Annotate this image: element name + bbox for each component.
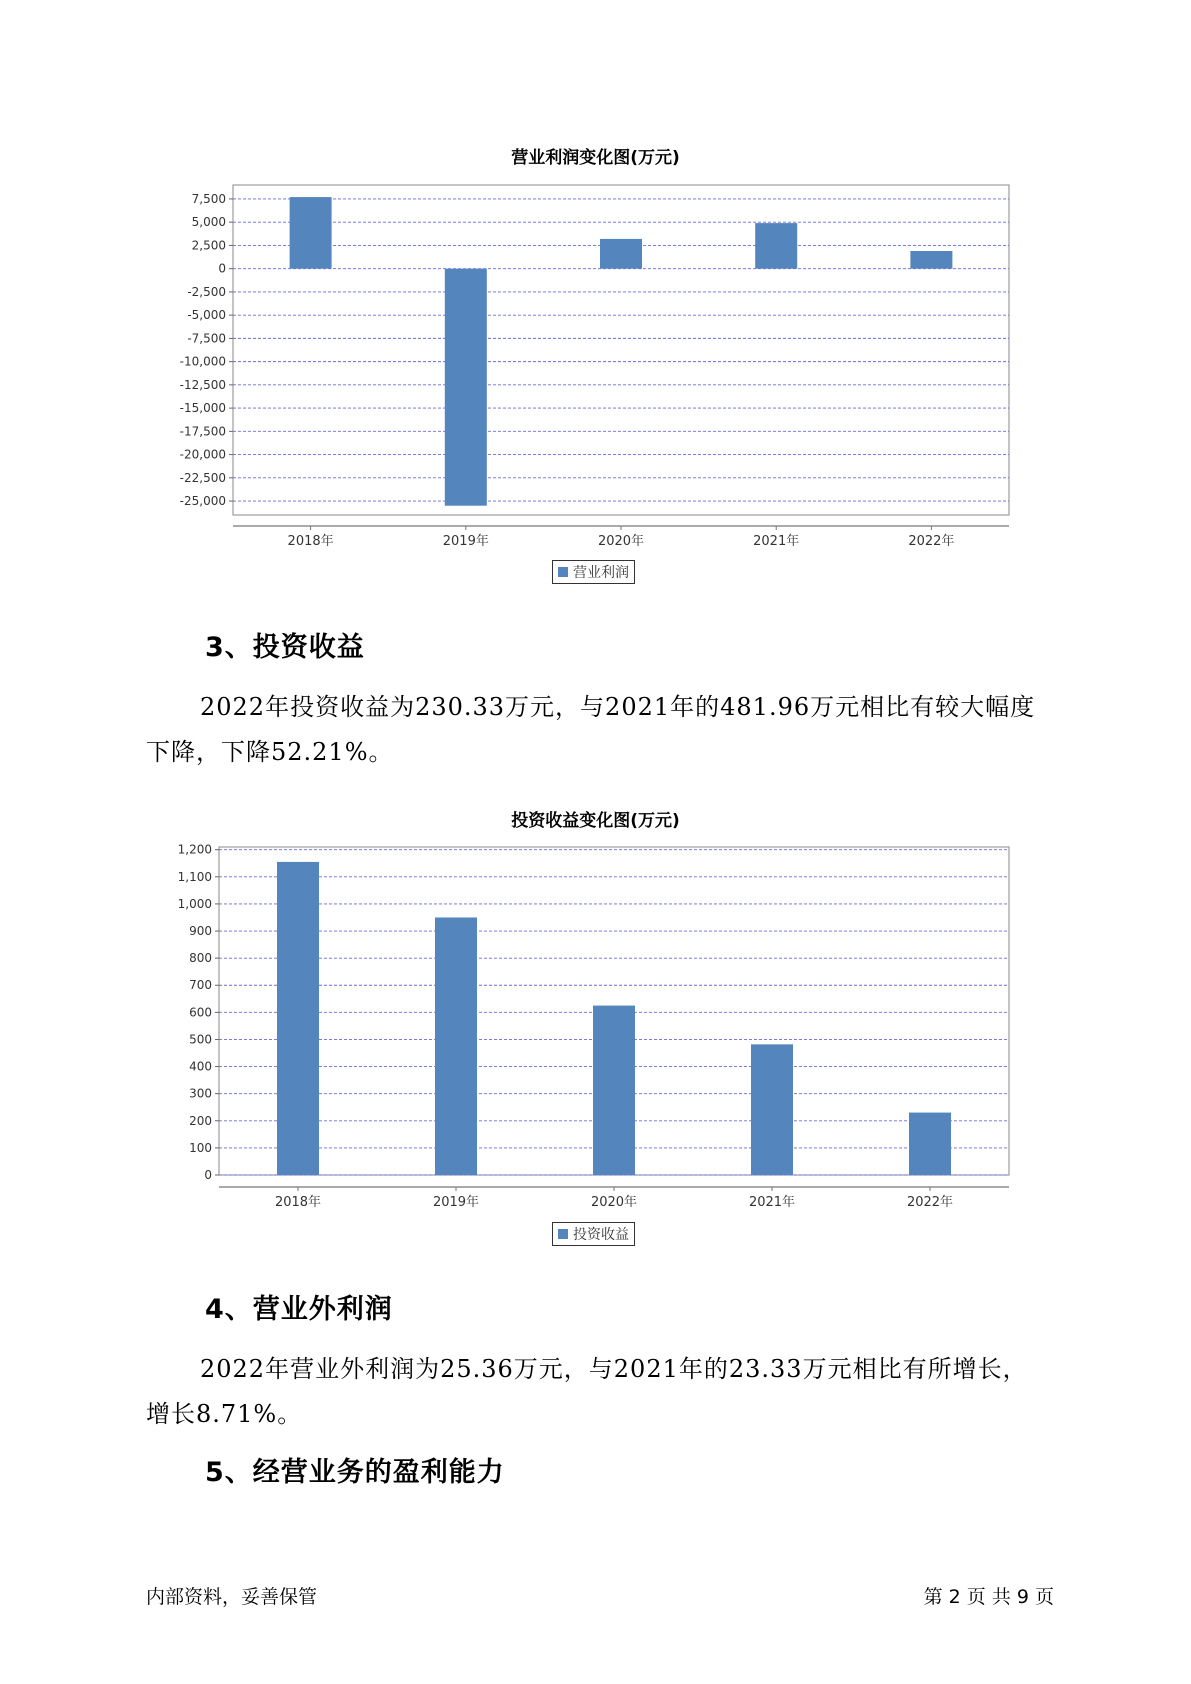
y-tick-label: 1,200: [177, 842, 212, 857]
y-tick-label: -10,000: [179, 354, 226, 369]
y-tick-label: 0: [218, 261, 226, 276]
y-tick-label: 0: [204, 1168, 212, 1182]
section-4-text: 2022年营业外利润为25.36万元，与2021年的23.33万元相比有所增长，增长8.71%。: [146, 1355, 1028, 1428]
y-tick-label: -5,000: [187, 308, 226, 323]
y-tick-label: 200: [189, 1113, 212, 1128]
footer-left: 内部资料，妥善保管: [146, 1586, 318, 1608]
footer-right: 第 2 页 共 9 页: [923, 1586, 1054, 1608]
y-tick-label: 7,500: [191, 191, 226, 206]
y-tick-label: 700: [189, 978, 212, 993]
y-tick-label: 400: [189, 1059, 212, 1074]
y-tick-label: -12,500: [179, 377, 226, 392]
y-tick-label: -17,500: [179, 424, 226, 439]
y-tick-label: 800: [189, 951, 212, 966]
section-3-heading: 3、投资收益: [205, 632, 365, 663]
x-tick-label: 2020年: [597, 534, 645, 549]
bar: [593, 1006, 635, 1175]
y-tick-label: 1,100: [177, 869, 212, 884]
y-tick-label: -2,500: [187, 284, 226, 299]
chart-legend: [552, 1222, 635, 1246]
y-tick-label: 600: [189, 1005, 212, 1020]
x-tick-label: 2019年: [442, 534, 489, 549]
x-tick-label: 2018年: [274, 1195, 322, 1210]
legend-swatch: [558, 1229, 568, 1239]
bar: [751, 1044, 793, 1175]
y-tick-label: 5,000: [191, 215, 226, 230]
x-tick-label: 2019年: [432, 1195, 480, 1210]
chart-title: 投资收益变化图(万元): [511, 811, 680, 831]
legend-label: 投资收益: [573, 1227, 629, 1243]
y-tick-label: 500: [189, 1032, 212, 1047]
section-5-heading: 5、经营业务的盈利能力: [205, 1457, 505, 1488]
x-tick-label: 2021年: [748, 1195, 796, 1210]
x-tick-label: 2022年: [906, 1195, 954, 1210]
bar: [277, 862, 319, 1175]
x-tick-label: 2018年: [287, 534, 334, 549]
y-tick-label: 2,500: [191, 238, 226, 253]
y-tick-label: -7,500: [187, 331, 226, 346]
y-tick-label: 900: [189, 924, 212, 939]
y-tick-label: -22,500: [179, 470, 226, 485]
y-tick-label: 300: [189, 1086, 212, 1101]
y-tick-label: -25,000: [179, 494, 226, 509]
chart-title: 营业利润变化图(万元): [511, 148, 680, 168]
x-tick-label: 2021年: [753, 534, 800, 549]
bar: [909, 1113, 951, 1175]
y-tick-label: -20,000: [179, 447, 226, 462]
y-tick-label: 1,000: [177, 896, 212, 911]
bar: [435, 917, 477, 1175]
section-4-heading: 4、营业外利润: [205, 1294, 393, 1325]
legend-label: 营业利润: [573, 565, 629, 581]
y-tick-label: -15,000: [179, 401, 226, 416]
section-3-text: 2022年投资收益为230.33万元，与2021年的481.96万元相比有较大幅度下降，下降52.21%。: [146, 693, 1036, 766]
y-tick-label: 100: [189, 1140, 212, 1155]
x-tick-label: 2022年: [908, 534, 955, 549]
x-tick-label: 2020年: [590, 1195, 638, 1210]
